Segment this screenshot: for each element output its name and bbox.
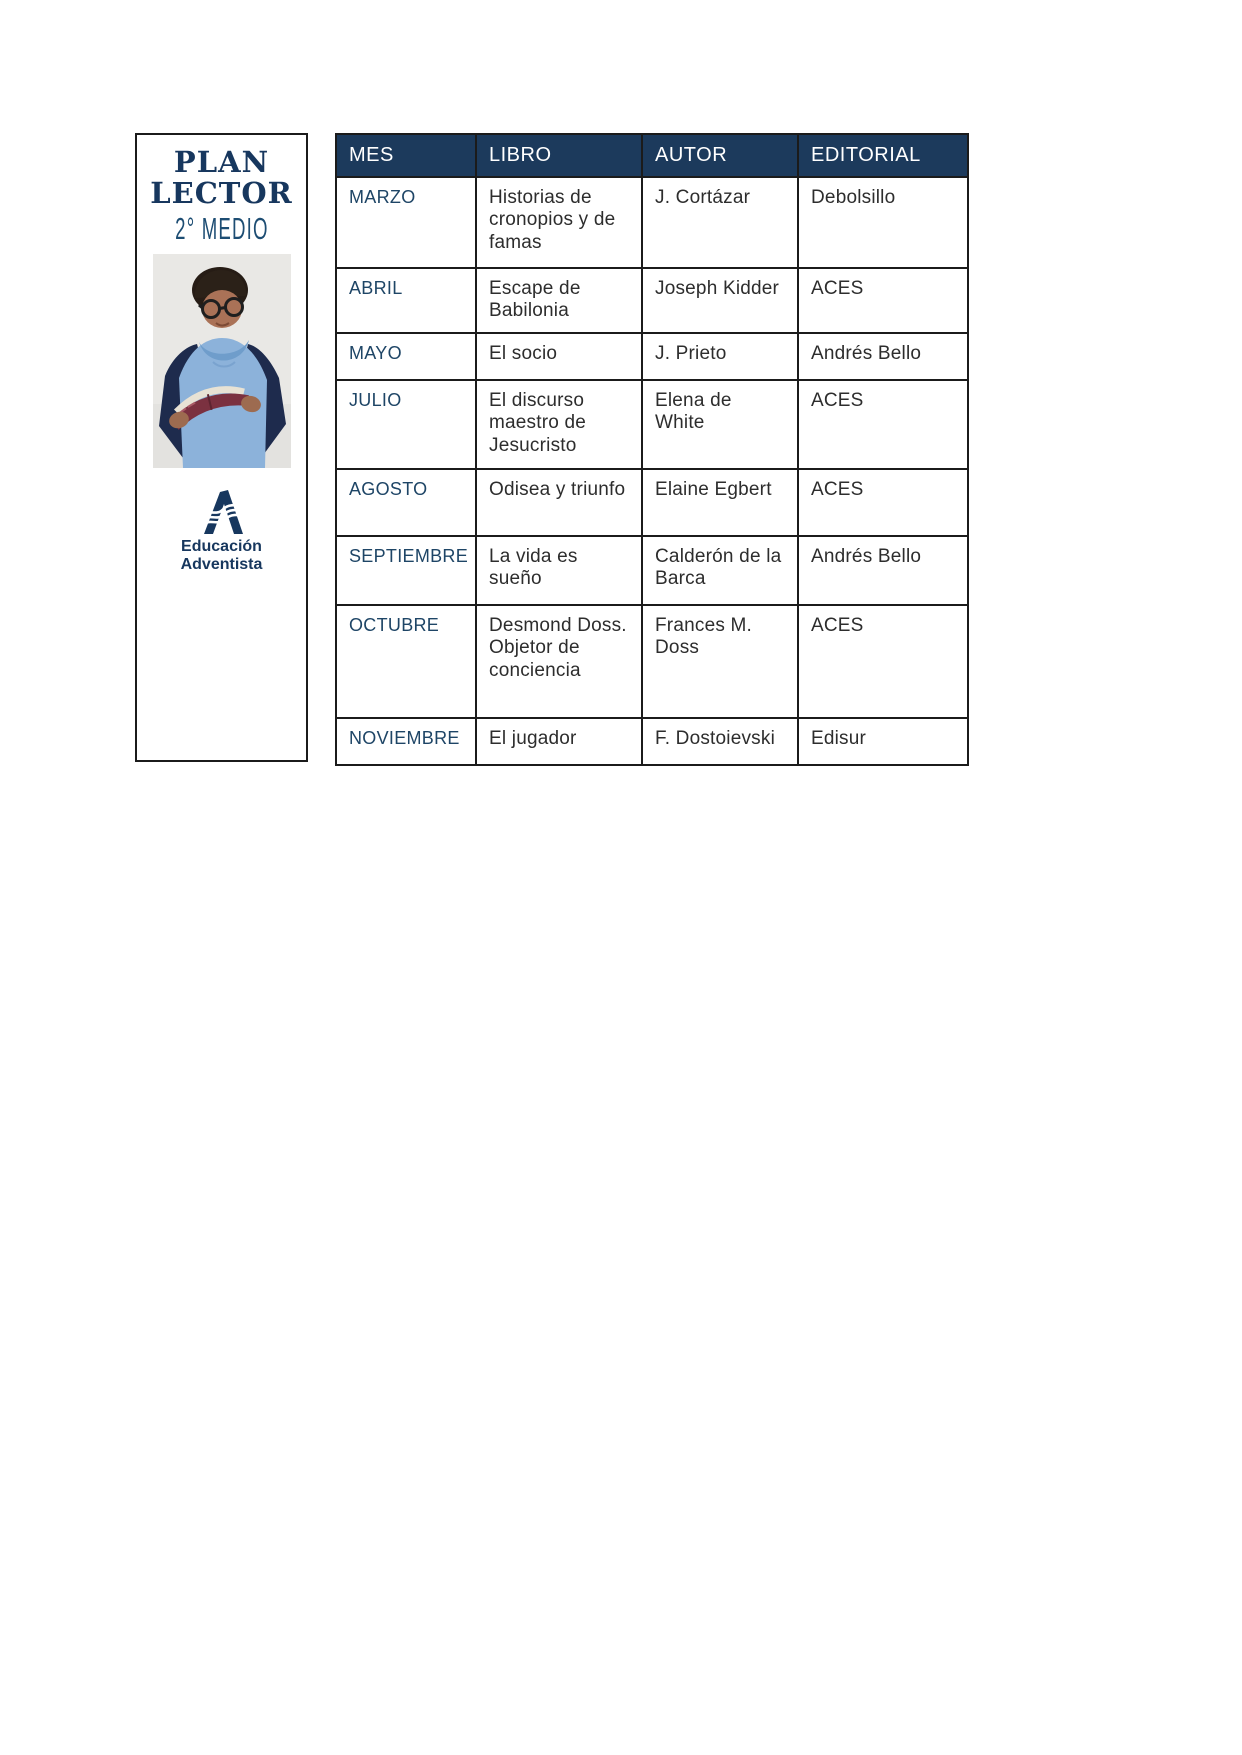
header-mes: MES — [336, 134, 476, 177]
cell-libro: Escape de Babilonia — [476, 268, 642, 333]
cell-mes: MAYO — [336, 333, 476, 380]
cell-mes: MARZO — [336, 177, 476, 268]
cell-autor: F. Dostoievski — [642, 718, 798, 765]
page-title-line1: PLAN — [173, 145, 270, 179]
cell-libro: Odisea y triunfo — [476, 469, 642, 536]
table-row — [336, 380, 968, 469]
header-libro: LIBRO — [476, 134, 642, 177]
cell-editorial: Edisur — [798, 718, 968, 765]
cell-editorial: ACES — [798, 268, 968, 333]
header-autor: AUTOR — [642, 134, 798, 177]
cell-mes: ABRIL — [336, 268, 476, 333]
cell-editorial: ACES — [798, 469, 968, 536]
table-row — [336, 333, 968, 380]
cell-autor: J. Prieto — [642, 333, 798, 380]
sidebar-panel — [135, 133, 308, 762]
page-title — [137, 147, 306, 210]
cell-mes: AGOSTO — [336, 469, 476, 536]
cell-libro: Historias de cronopios y de famas — [476, 177, 642, 268]
student-reading-illustration — [153, 254, 291, 468]
plan-lector-sheet — [135, 133, 969, 766]
cell-editorial: Debolsillo — [798, 177, 968, 268]
cell-libro: La vida es sueño — [476, 536, 642, 605]
cell-libro: El socio — [476, 333, 642, 380]
header-editorial: EDITORIAL — [798, 134, 968, 177]
cell-libro: Desmond Doss. Objetor de conciencia — [476, 605, 642, 718]
cell-mes: JULIO — [336, 380, 476, 469]
logo-text — [137, 538, 306, 575]
grade-subtitle: 2° MEDIO — [174, 210, 269, 246]
cell-mes: OCTUBRE — [336, 605, 476, 718]
logo-text-line2: Adventista — [180, 556, 263, 574]
page-title-line2: LECTOR — [150, 176, 293, 211]
table-row — [336, 536, 968, 605]
table-header-row — [336, 134, 968, 177]
reading-plan-table — [335, 133, 969, 766]
cell-libro: El discurso maestro de Jesucristo — [476, 380, 642, 469]
cell-autor: Elaine Egbert — [642, 469, 798, 536]
cell-editorial: Andrés Bello — [798, 536, 968, 605]
cell-autor: Frances M. Doss — [642, 605, 798, 718]
student-reading-photo — [153, 254, 291, 468]
table-row — [336, 469, 968, 536]
table-row — [336, 268, 968, 333]
cell-autor: Calderón de la Barca — [642, 536, 798, 605]
cell-mes: SEPTIEMBRE — [336, 536, 476, 605]
cell-autor: Joseph Kidder — [642, 268, 798, 333]
cell-autor: Elena de White — [642, 380, 798, 469]
cell-editorial: ACES — [798, 605, 968, 718]
cell-editorial: Andrés Bello — [798, 333, 968, 380]
cell-mes: NOVIEMBRE — [336, 718, 476, 765]
adventist-a-icon — [197, 488, 247, 534]
cell-libro: El jugador — [476, 718, 642, 765]
cell-autor: J. Cortázar — [642, 177, 798, 268]
logo-text-line1: Educación — [181, 537, 262, 555]
adventist-education-logo — [137, 488, 306, 575]
table-row — [336, 177, 968, 268]
table-row — [336, 718, 968, 765]
table-row — [336, 605, 968, 718]
cell-editorial: ACES — [798, 380, 968, 469]
